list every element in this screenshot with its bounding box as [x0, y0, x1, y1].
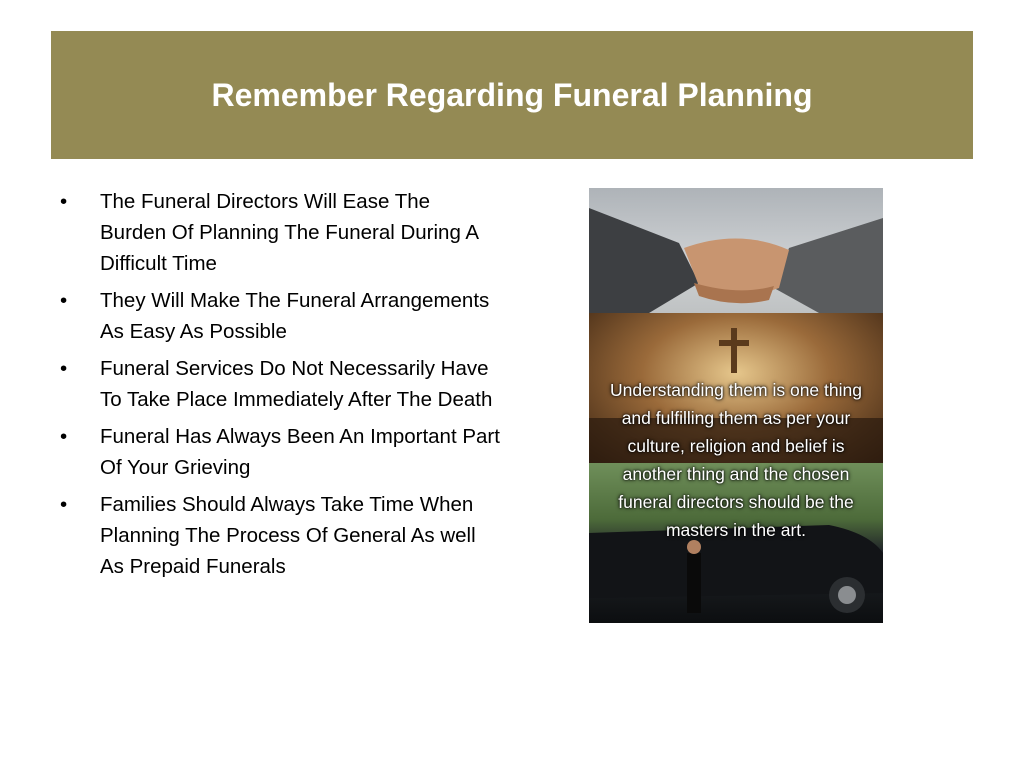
bullet-icon: •	[60, 357, 68, 380]
funeral-collage-image	[589, 188, 883, 623]
bullet-icon: •	[60, 493, 68, 516]
bullet-list	[60, 186, 500, 588]
title-bar	[51, 31, 973, 159]
image-caption: Understanding them is one thing and fulfilling them as per your culture, religion and belief is another thing and the chosen funeral directors should be the masters in the art.	[610, 380, 862, 540]
bullet-item	[60, 186, 500, 279]
handshake-icon	[589, 188, 883, 313]
bullet-icon: •	[60, 289, 68, 312]
bullet-icon: •	[60, 190, 68, 213]
bullet-item	[60, 489, 500, 582]
bullet-text: Funeral Services Do Not Necessarily Have To Take Place Immediately After The Death	[100, 357, 493, 411]
bullet-icon: •	[60, 425, 68, 448]
bullet-item	[60, 285, 500, 347]
bullet-text: Funeral Has Always Been An Important Part Of Your Grieving	[100, 425, 500, 479]
bullet-text: The Funeral Directors Will Ease The Burden Of Planning The Funeral During A Difficult Time	[100, 190, 478, 275]
bullet-item	[60, 353, 500, 415]
bullet-text: Families Should Always Take Time When Planning The Process Of General As well As Prepaid Funerals	[100, 493, 476, 578]
handshake-photo	[589, 188, 883, 313]
slide-title: Remember Regarding Funeral Planning	[211, 76, 813, 113]
bullet-text: They Will Make The Funeral Arrangements As Easy As Possible	[100, 289, 490, 343]
bullet-item	[60, 421, 500, 483]
